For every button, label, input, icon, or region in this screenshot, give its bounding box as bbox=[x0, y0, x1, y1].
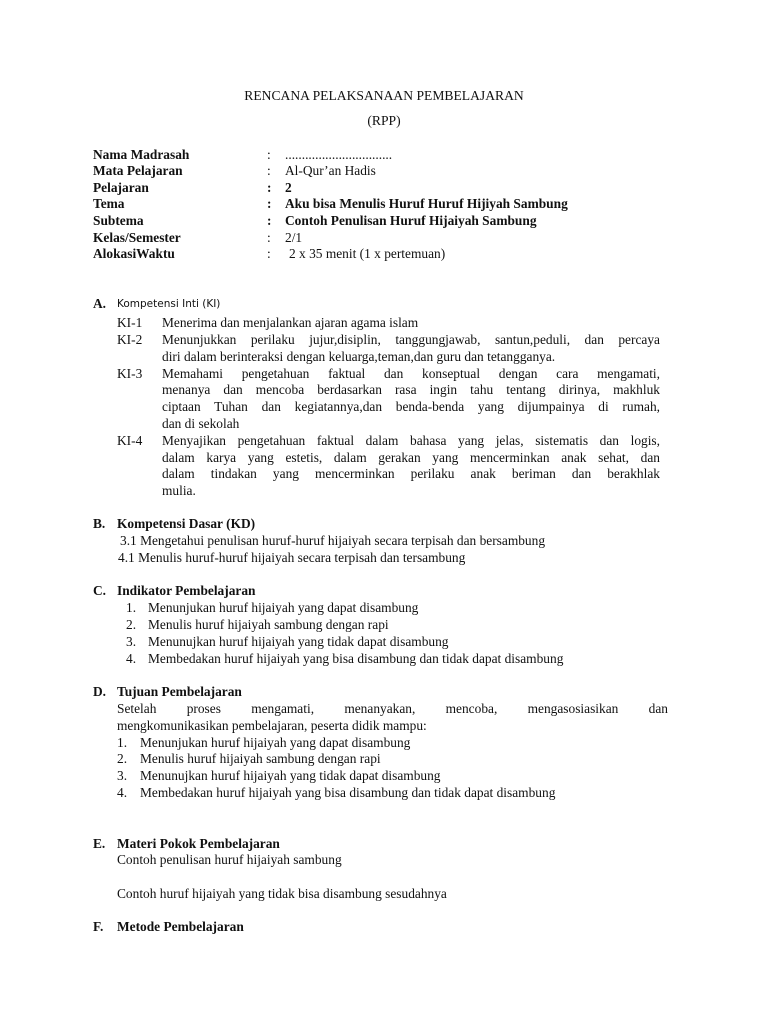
section-heading: Metode Pembelajaran bbox=[117, 919, 244, 934]
identity-label: Mata Pelajaran bbox=[93, 163, 183, 178]
section-letter: D. bbox=[93, 684, 107, 699]
tujuan-intro-line: Setelah proses mengamati, menanyakan, mencoba, mengasosiasikan dan bbox=[117, 701, 668, 716]
section-letter: F. bbox=[93, 919, 104, 934]
identity-label: Subtema bbox=[93, 213, 144, 228]
ki-text: Memahami pengetahuan faktual dan konseptual dengan cara mengamati, bbox=[162, 366, 660, 381]
identity-label: AlokasiWaktu bbox=[93, 246, 175, 261]
list-item: Membedakan huruf hijaiyah yang bisa disambung dan tidak dapat disambung bbox=[148, 651, 564, 666]
ki-code: KI-1 bbox=[117, 315, 143, 330]
list-number: 2. bbox=[117, 751, 128, 766]
ki-text: mulia. bbox=[162, 483, 196, 498]
section-letter: C. bbox=[93, 583, 107, 598]
identity-label: Tema bbox=[93, 196, 125, 211]
identity-separator: : bbox=[267, 147, 271, 162]
section-letter: B. bbox=[93, 516, 106, 531]
identity-separator: : bbox=[267, 163, 271, 178]
identity-separator: : bbox=[267, 196, 272, 211]
section-letter: A. bbox=[93, 296, 107, 311]
list-number: 4. bbox=[126, 651, 137, 666]
ki-text: Menyajikan pengetahuan faktual dalam bahasa yang jelas, sistematis dan logis, bbox=[162, 433, 660, 448]
section-heading: Materi Pokok Pembelajaran bbox=[117, 836, 280, 851]
list-item: Menunjukan huruf hijaiyah yang dapat disambung bbox=[148, 600, 419, 615]
identity-separator: : bbox=[267, 230, 271, 245]
section-heading: Kompetensi Inti (KI) bbox=[117, 298, 221, 310]
section-letter: E. bbox=[93, 836, 106, 851]
list-number: 4. bbox=[117, 785, 128, 800]
identity-separator: : bbox=[267, 180, 272, 195]
section-heading: Kompetensi Dasar (KD) bbox=[117, 516, 256, 531]
section-heading: Tujuan Pembelajaran bbox=[117, 684, 242, 699]
kd-item: 4.1 Menulis huruf-huruf hijaiyah secara terpisah dan tersambung bbox=[118, 550, 466, 565]
list-item: Menulis huruf hijaiyah sambung dengan rapi bbox=[148, 617, 389, 632]
ki-text: dalam karya yang estetis, dalam gerakan yang mencerminkan anak sehat, dan bbox=[162, 450, 660, 465]
identity-value: 2 bbox=[285, 180, 292, 195]
identity-label: Pelajaran bbox=[93, 180, 149, 195]
identity-value: ................................ bbox=[285, 147, 393, 162]
identity-value: 2/1 bbox=[285, 230, 303, 245]
identity-label: Kelas/Semester bbox=[93, 230, 181, 245]
ki-code: KI-3 bbox=[117, 366, 143, 381]
materi-text: Contoh huruf hijaiyah yang tidak bisa disambung sesudahnya bbox=[117, 886, 447, 901]
identity-separator: : bbox=[267, 246, 271, 261]
identity-value: Aku bisa Menulis Huruf Huruf Hijiyah Sambung bbox=[285, 196, 568, 211]
list-item: Membedakan huruf hijaiyah yang bisa disambung dan tidak dapat disambung bbox=[140, 785, 556, 800]
list-item: Menunujkan huruf hijaiyah yang tidak dapat disambung bbox=[148, 634, 449, 649]
list-number: 3. bbox=[126, 634, 137, 649]
identity-value: Al-Qur’an Hadis bbox=[285, 163, 376, 178]
materi-text: Contoh penulisan huruf hijaiyah sambung bbox=[117, 852, 342, 867]
document-title: RENCANA PELAKSANAAN PEMBELAJARAN bbox=[244, 88, 524, 103]
identity-value: 2 x 35 menit (1 x pertemuan) bbox=[289, 246, 446, 261]
section-heading: Indikator Pembelajaran bbox=[117, 583, 256, 598]
list-number: 1. bbox=[117, 735, 128, 750]
tujuan-intro-line: mengkomunikasikan pembelajaran, peserta didik mampu: bbox=[117, 718, 427, 733]
ki-text: dan di sekolah bbox=[162, 416, 240, 431]
list-number: 1. bbox=[126, 600, 137, 615]
ki-text: ciptaan Tuhan dan kegiatannya,dan benda-benda yang dijumpainya di rumah, bbox=[162, 399, 660, 414]
list-item: Menunujkan huruf hijaiyah yang tidak dapat disambung bbox=[140, 768, 441, 783]
list-item: Menunjukan huruf hijaiyah yang dapat disambung bbox=[140, 735, 411, 750]
ki-code: KI-4 bbox=[117, 433, 143, 448]
ki-text: Menerima dan menjalankan ajaran agama islam bbox=[162, 315, 419, 330]
identity-value: Contoh Penulisan Huruf Hijaiyah Sambung bbox=[285, 213, 537, 228]
list-number: 2. bbox=[126, 617, 137, 632]
ki-text: Menunjukkan perilaku jujur,disiplin, tanggungjawab, santun,peduli, dan percaya bbox=[162, 332, 660, 347]
ki-code: KI-2 bbox=[117, 332, 143, 347]
ki-text: diri dalam berinteraksi dengan keluarga,teman,dan guru dan tetangganya. bbox=[162, 349, 556, 364]
ki-text: dalam tindakan yang mencerminkan perilaku anak beriman dan berakhlak bbox=[162, 466, 660, 481]
identity-label: Nama Madrasah bbox=[93, 147, 190, 162]
ki-text: menanya dan mencoba berdasarkan rasa ingin tahu tentang dirinya, makhluk bbox=[162, 382, 660, 397]
kd-item: 3.1 Mengetahui penulisan huruf-huruf hijaiyah secara terpisah dan bersambung bbox=[120, 533, 546, 548]
list-number: 3. bbox=[117, 768, 128, 783]
list-item: Menulis huruf hijaiyah sambung dengan rapi bbox=[140, 751, 381, 766]
document-subtitle: (RPP) bbox=[367, 113, 401, 128]
identity-separator: : bbox=[267, 213, 272, 228]
